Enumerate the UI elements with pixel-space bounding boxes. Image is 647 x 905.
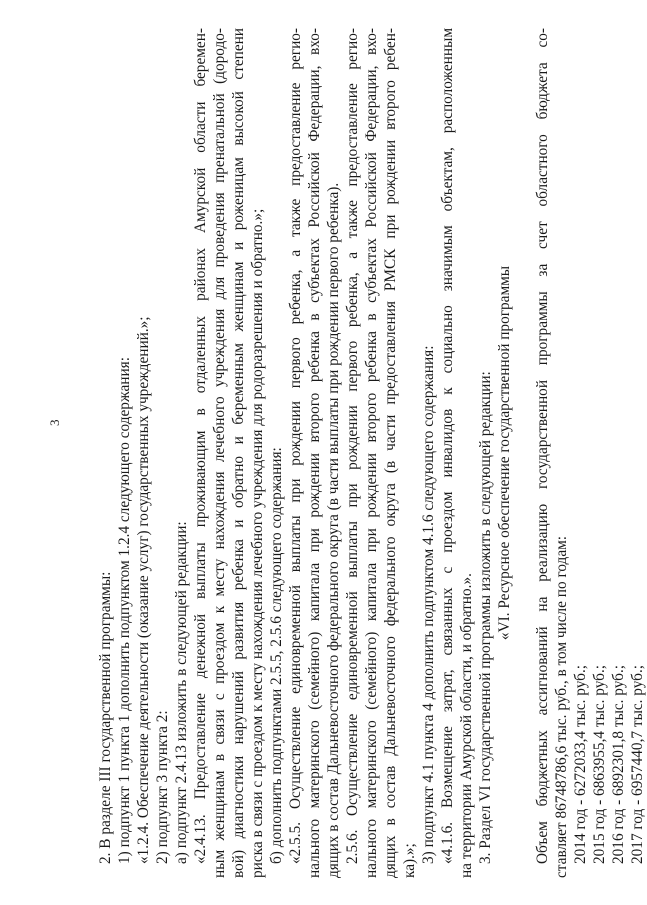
text-line: «2.4.13. Предоставление денежной выплаты проживающим в отдаленных районах Амурской области беремен- (192, 28, 209, 864)
page-number: 3 (47, 419, 62, 426)
text-line: 2) подпункт 3 пункта 2: (154, 710, 171, 864)
text-line: 2. В разделе III государственной программы: (97, 571, 114, 864)
text-line: нального материнского (семейного) капитала при рождении второго ребенка в субъектах Российской Федерации, вхо- (363, 28, 380, 878)
text-line: вой) диагностики нарушений развития ребенка и обратно и беременным женщинам и роженицам высокой степени (230, 28, 247, 878)
text-line: 3. Раздел VI государственной программы изложить в следующей редакции: (477, 371, 494, 864)
text-line: б) дополнить подпунктами 2.5.5, 2.5.6 следующего содержания: (268, 447, 285, 864)
text-line: «1.2.4. Обеспечение деятельности (оказание услуг) государственных учреждений.»; (135, 316, 152, 864)
text-line: дящих в состав Дальневосточного федерального округа (в части предоставления РМСК при рождении второго ребен- (382, 28, 399, 878)
text-line: а) подпункт 2.4.13 изложить в следующей редакции: (173, 521, 190, 864)
text-line: нального материнского (семейного) капитала при рождении второго ребенка в субъектах Российской Федерации, вхо- (306, 28, 323, 878)
blank-line (514, 28, 533, 878)
text-line: ставляет 86748786,6 тыс. руб., в том числе по годам: (553, 535, 570, 878)
text-line: риска в связи с проездом к месту нахождения лечебного учреждения для родоразрешения и обратно.»; (249, 208, 266, 878)
text-line: 2.5.6. Осуществление единовременной выплаты при рождении первого ребенка, а также предоставление регио- (344, 28, 361, 864)
text-line: Объем бюджетных ассигнований на реализацию государственной программы за счет областного бюджета со- (534, 28, 551, 864)
text-line: 2014 год - 6272033,4 тыс. руб.; (572, 664, 589, 864)
text-line: 2016 год - 6892301,8 тыс. руб.; (610, 664, 627, 864)
text-line: ным женщинам в связи с проездом к месту нахождения лечебного учреждения для проведения пренатальной (дородо- (211, 28, 228, 878)
text-line: 3) подпункт 4.1 пункта 4 дополнить подпунктом 4.1.6 следующего содержания: (420, 345, 437, 864)
text-line: 2017 год - 6957440,7 тыс. руб.; (629, 664, 646, 864)
document-body (96, 28, 647, 878)
text-line: ка).»; (401, 843, 418, 878)
text-line: на территории Амурской области, и обратно.». (458, 573, 475, 878)
text-line: «VI. Ресурсное обеспечение государственной программы (496, 265, 513, 641)
text-line: дящих в состав Дальневосточного федерального округа (в части выплаты при рождении первого ребенка). (325, 182, 342, 878)
text-line: «4.1.6. Возмещение затрат, связанных с проездом инвалидов к социально значимым объектам, расположенным (439, 28, 456, 864)
text-line: 2015 год - 6863955,4 тыс. руб.; (591, 664, 608, 864)
text-line: 1) подпункт 1 пункта 1 дополнить подпунктом 1.2.4 следующего содержания: (116, 357, 133, 864)
text-line: «2.5.5. Осуществление единовременной выплаты при рождении первого ребенка, а также предоставление регио- (287, 28, 304, 864)
